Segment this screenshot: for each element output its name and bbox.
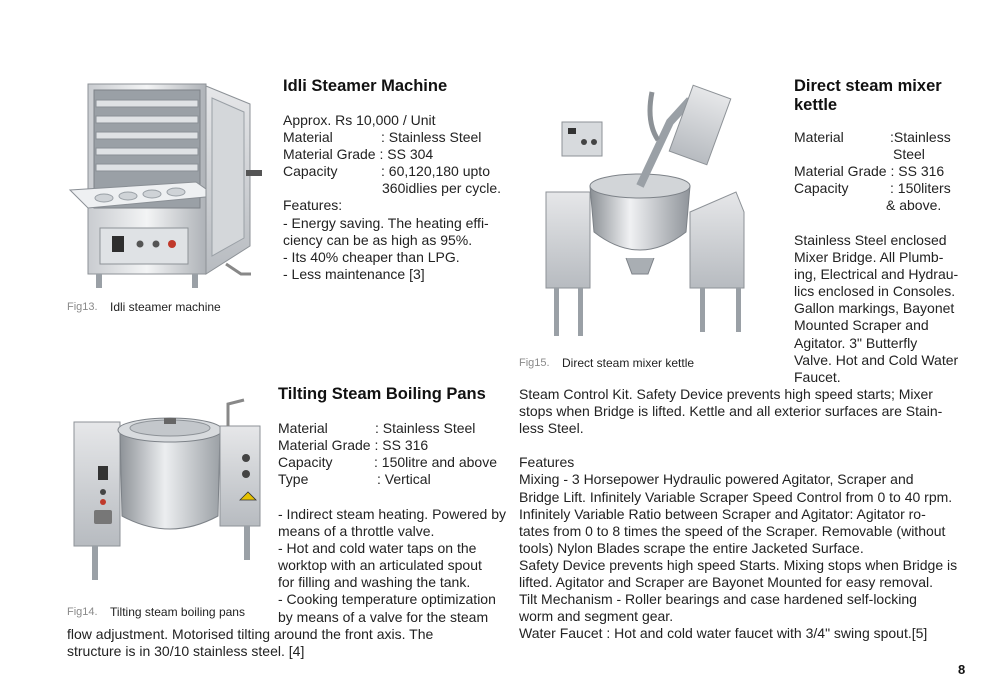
mixer-side-block bbox=[794, 232, 984, 386]
mixer-kettle-image bbox=[540, 82, 760, 344]
mixer-side-line: Mounted Scraper and bbox=[794, 317, 929, 334]
mixer-side-line: Stainless Steel enclosed bbox=[794, 232, 947, 248]
mixer-side-line: Faucet. bbox=[794, 368, 841, 385]
idli-title: Idli Steamer Machine bbox=[283, 77, 448, 95]
mixer-full-line: stops when Bridge is lifted. Kettle and all exterior surfaces are Stain- bbox=[519, 403, 943, 420]
tilting-type-value: : Vertical bbox=[377, 471, 431, 488]
idli-capacity-label: Capacity bbox=[283, 163, 338, 180]
idli-material-row bbox=[283, 129, 513, 146]
mixer-full-line: less Steel. bbox=[519, 420, 584, 437]
idli-steamer-image bbox=[66, 78, 271, 298]
mixer-capacity-value-2: & above. bbox=[886, 197, 942, 214]
mixer-grade-row bbox=[794, 163, 984, 180]
mixer-full-line: lifted. Agitator and Scraper are Bayonet Mounted for easy removal. bbox=[519, 574, 934, 591]
mixer-full-line: worm and segment gear. bbox=[519, 608, 674, 625]
fig15-number: Fig15. bbox=[519, 357, 550, 369]
tilting-feature-line: - Hot and cold water taps on the bbox=[278, 540, 477, 557]
tilting-title: Tilting Steam Boiling Pans bbox=[278, 385, 486, 403]
tilting-wrap-block bbox=[67, 626, 517, 660]
mixer-capacity-row bbox=[794, 180, 984, 197]
tilting-grade-value: : SS 316 bbox=[374, 437, 429, 454]
idli-text-block bbox=[283, 112, 513, 283]
tilting-material-value: : Stainless Steel bbox=[375, 420, 476, 436]
tilting-pan-image bbox=[68, 396, 273, 586]
tilting-material-label: Material bbox=[278, 420, 328, 436]
mixer-side-line: Agitator. 3" Butterfly bbox=[794, 334, 918, 351]
mixer-full-line: Water Faucet : Hot and cold water faucet with 3/4" swing spout.[5] bbox=[519, 625, 928, 642]
mixer-side-line: ing, Electrical and Hydrau- bbox=[794, 266, 959, 283]
mixer-capacity-value: : 150liters bbox=[890, 180, 951, 197]
tilting-capacity-value: : 150litre and above bbox=[374, 454, 497, 471]
mixer-title bbox=[794, 77, 942, 115]
mixer-full-block bbox=[519, 386, 984, 642]
page-number: 8 bbox=[958, 662, 966, 677]
mixer-side-line: Gallon markings, Bayonet bbox=[794, 300, 955, 317]
fig15-caption: Direct steam mixer kettle bbox=[562, 356, 695, 370]
mixer-full-line: Mixing - 3 Horsepower Hydraulic powered Agitator, Scraper and bbox=[519, 471, 914, 488]
idli-feature-1b: ciency can be as high as 95%. bbox=[283, 231, 473, 248]
tilting-grade-label: Material Grade bbox=[278, 437, 371, 454]
fig13-caption: Idli steamer machine bbox=[110, 300, 221, 314]
idli-feature-1a: - Energy saving. The heating effi- bbox=[283, 214, 489, 231]
idli-feature-3: - Less maintenance [3] bbox=[283, 265, 425, 282]
mixer-material-value: :Stainless bbox=[890, 129, 951, 145]
tilting-capacity-label: Capacity bbox=[278, 454, 333, 471]
mixer-full-line: tates from 0 to 8 times the speed of the Scraper. Removable (without bbox=[519, 522, 946, 539]
fig13-number: Fig13. bbox=[67, 301, 98, 313]
fig14-caption: Tilting steam boiling pans bbox=[110, 605, 245, 619]
tilting-wrap-line: flow adjustment. Motorised tilting around the front axis. The bbox=[67, 626, 434, 642]
mixer-full-line: Steam Control Kit. Safety Device prevents high speed starts; Mixer bbox=[519, 386, 933, 402]
idli-grade: Material Grade : SS 304 bbox=[283, 146, 434, 163]
mixer-features-heading: Features bbox=[519, 454, 575, 471]
tilting-feature-line: by means of a valve for the steam bbox=[278, 608, 489, 625]
idli-material-label: Material bbox=[283, 129, 333, 146]
mixer-spec-block bbox=[794, 129, 984, 214]
tilting-material-row bbox=[278, 420, 513, 437]
tilting-type-label: Type bbox=[278, 471, 309, 488]
tilting-features-block bbox=[278, 506, 513, 626]
mixer-grade-label: Material Grade bbox=[794, 163, 887, 180]
mixer-grade-value: : SS 316 bbox=[890, 163, 945, 180]
mixer-full-line: Bridge Lift. Infinitely Variable Scraper Speed Control from 0 to 40 rpm. bbox=[519, 488, 953, 505]
mixer-full-line: Safety Device prevents high speed Starts. Mixing stops when Bridge is bbox=[519, 556, 958, 573]
mixer-title-line-1: Direct steam mixer bbox=[794, 77, 942, 95]
mixer-material-row bbox=[794, 129, 984, 146]
mixer-material-value-2: Steel bbox=[893, 146, 925, 163]
fig14-number: Fig14. bbox=[67, 606, 98, 618]
tilting-feature-line: worktop with an articulated spout bbox=[278, 557, 482, 574]
mixer-side-line: Valve. Hot and Cold Water bbox=[794, 351, 959, 368]
idli-features-heading: Features: bbox=[283, 197, 343, 214]
tilting-feature-line: for filling and washing the tank. bbox=[278, 574, 471, 591]
idli-capacity-value-2: 360idlies per cycle. bbox=[382, 180, 502, 197]
mixer-full-line bbox=[519, 437, 984, 454]
mixer-full-line: tools) Nylon Blades scrape the entire Jacketed Surface. bbox=[519, 539, 864, 556]
tilting-capacity-row bbox=[278, 454, 513, 471]
idli-feature-2: - Its 40% cheaper than LPG. bbox=[283, 248, 460, 265]
tilting-grade-row bbox=[278, 437, 513, 454]
tilting-spec-block bbox=[278, 420, 513, 488]
idli-capacity-row bbox=[283, 163, 513, 180]
tilting-feature-line: - Cooking temperature optimization bbox=[278, 591, 496, 608]
tilting-type-row bbox=[278, 471, 513, 488]
mixer-full-line: Infinitely Variable Ratio between Scraper and Agitator: Agitator ro- bbox=[519, 505, 926, 522]
idli-price: Approx. Rs 10,000 / Unit bbox=[283, 112, 436, 128]
mixer-side-line: Mixer Bridge. All Plumb- bbox=[794, 249, 944, 266]
mixer-side-line: lics enclosed in Consoles. bbox=[794, 283, 956, 300]
mixer-material-label: Material bbox=[794, 129, 844, 145]
tilting-feature-line: means of a throttle valve. bbox=[278, 523, 435, 540]
tilting-wrap-line: structure is in 30/10 stainless steel. [4] bbox=[67, 643, 305, 660]
mixer-title-line-2: kettle bbox=[794, 96, 838, 114]
mixer-full-line: Tilt Mechanism - Roller bearings and case hardened self-locking bbox=[519, 591, 917, 608]
idli-material-value: : Stainless Steel bbox=[381, 129, 482, 146]
idli-capacity-value: : 60,120,180 upto bbox=[381, 163, 490, 180]
tilting-feature-line: - Indirect steam heating. Powered by bbox=[278, 506, 507, 522]
mixer-capacity-label: Capacity bbox=[794, 180, 849, 197]
